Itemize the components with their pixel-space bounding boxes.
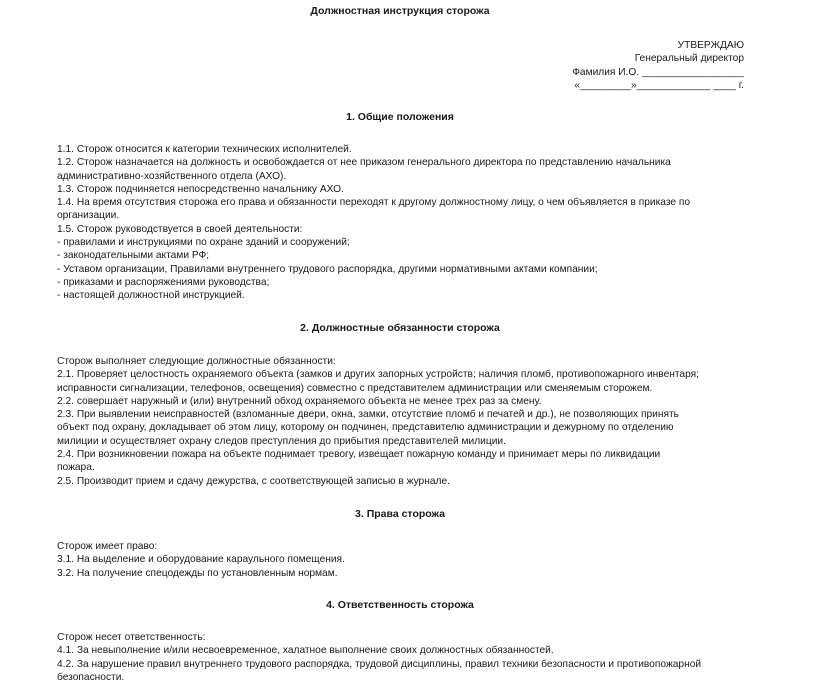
text-line: 2.2. совершает наружный и (или) внутренний обход охраняемого объекта не менее трех раз за смену. bbox=[57, 395, 542, 407]
text-line: Сторож выполняет следующие должностные обязанности: bbox=[57, 356, 336, 367]
text-line: 1.4. На время отсутствия сторожа его права и обязанности переходят к другому должностному лицу, о чем объявляется в приказе по bbox=[57, 197, 691, 209]
text-line: - настоящей должностной инструкцией. bbox=[57, 290, 245, 302]
text-line: Сторож несет ответственность: bbox=[57, 632, 206, 643]
section-body bbox=[57, 631, 757, 684]
approval-line: Генеральный директор bbox=[634, 53, 744, 65]
section-heading: 3. Права сторожа bbox=[355, 508, 445, 520]
text-line: 4.1. За невыполнение и/или несвоевременное, халатное выполнение своих должностных обязанностей. bbox=[57, 645, 554, 657]
text-line: - Уставом организации, Правилами внутреннего трудового распорядка, другими нормативными актами компании; bbox=[57, 263, 598, 275]
section-heading: 1. Общие положения bbox=[346, 111, 454, 123]
text-line: пожара. bbox=[57, 462, 95, 474]
section-heading: 2. Должностные обязанности сторожа bbox=[300, 322, 500, 334]
section-heading: 4. Ответственность сторожа bbox=[326, 599, 474, 611]
text-line: 1.5. Сторож руководствуется в своей деятельности: bbox=[57, 223, 303, 235]
text-line: административно-хозяйственного отдела (АХО). bbox=[57, 170, 287, 182]
text-line: милиции и осуществляет охрану следов преступления до прибытия представителей милиции. bbox=[57, 435, 506, 447]
text-line: - правилами и инструкциями по охране зданий и сооружений; bbox=[57, 237, 350, 249]
text-line: 1.3. Сторож подчиняется непосредственно начальнику АХО. bbox=[57, 183, 344, 195]
text-line: 3.1. На выделение и оборудование караульного помещения. bbox=[57, 554, 345, 566]
section-body bbox=[57, 355, 757, 488]
section-body bbox=[57, 540, 757, 580]
document-title: Должностная инструкция сторожа bbox=[310, 5, 490, 17]
text-line: Сторож имеет право: bbox=[57, 541, 158, 552]
text-line: безопасности. bbox=[57, 671, 125, 683]
text-line: объект под охрану, докладывает об этом лицу, которому он подчинен, представителю администрации и дежурному по отделению bbox=[57, 422, 674, 434]
text-line: 2.1. Проверяет целостность охраняемого объекта (замков и других запорных устройств; наличия пломб, противопожарного инвентаря; bbox=[57, 369, 699, 381]
text-line: исправности сигнализации, телефонов, освещения) совместно с представителем администрации или сменяемым сторожем. bbox=[57, 382, 653, 394]
section-body bbox=[57, 143, 757, 303]
text-line: 1.2. Сторож назначается на должность и освобождается от нее приказом генерального директора по представлению начальника bbox=[57, 157, 671, 169]
text-line: организации. bbox=[57, 210, 120, 222]
approval-line: УТВЕРЖДАЮ bbox=[677, 40, 744, 51]
text-line: - законодательными актами РФ; bbox=[57, 250, 210, 262]
text-line: - приказами и распоряжениями руководства; bbox=[57, 276, 270, 288]
approval-line: «_________»_____________ ____ г. bbox=[574, 79, 744, 91]
text-line: 2.4. При возникновении пожара на объекте поднимает тревогу, извещает пожарную команду и принимает меры по ликвидации bbox=[57, 449, 661, 461]
text-line: 2.3. При выявлении неисправностей (взломанные двери, окна, замки, отсутствие пломб и печатей и др.), не позволяющих принять bbox=[57, 409, 679, 421]
text-line: 2.5. Производит прием и сдачу дежурства, с соответствующей записью в журнале. bbox=[57, 475, 450, 487]
approval-block bbox=[572, 39, 744, 92]
approval-line: Фамилия И.О. __________________ bbox=[572, 66, 744, 78]
text-line: 3.2. На получение спецодежды по установленным нормам. bbox=[57, 567, 338, 579]
text-line: 1.1. Сторож относится к категории технических исполнителей. bbox=[57, 144, 352, 155]
text-line: 4.2. За нарушение правил внутреннего трудового распорядка, трудовой дисциплины, правил техники безопасности и противопожарной bbox=[57, 658, 702, 670]
